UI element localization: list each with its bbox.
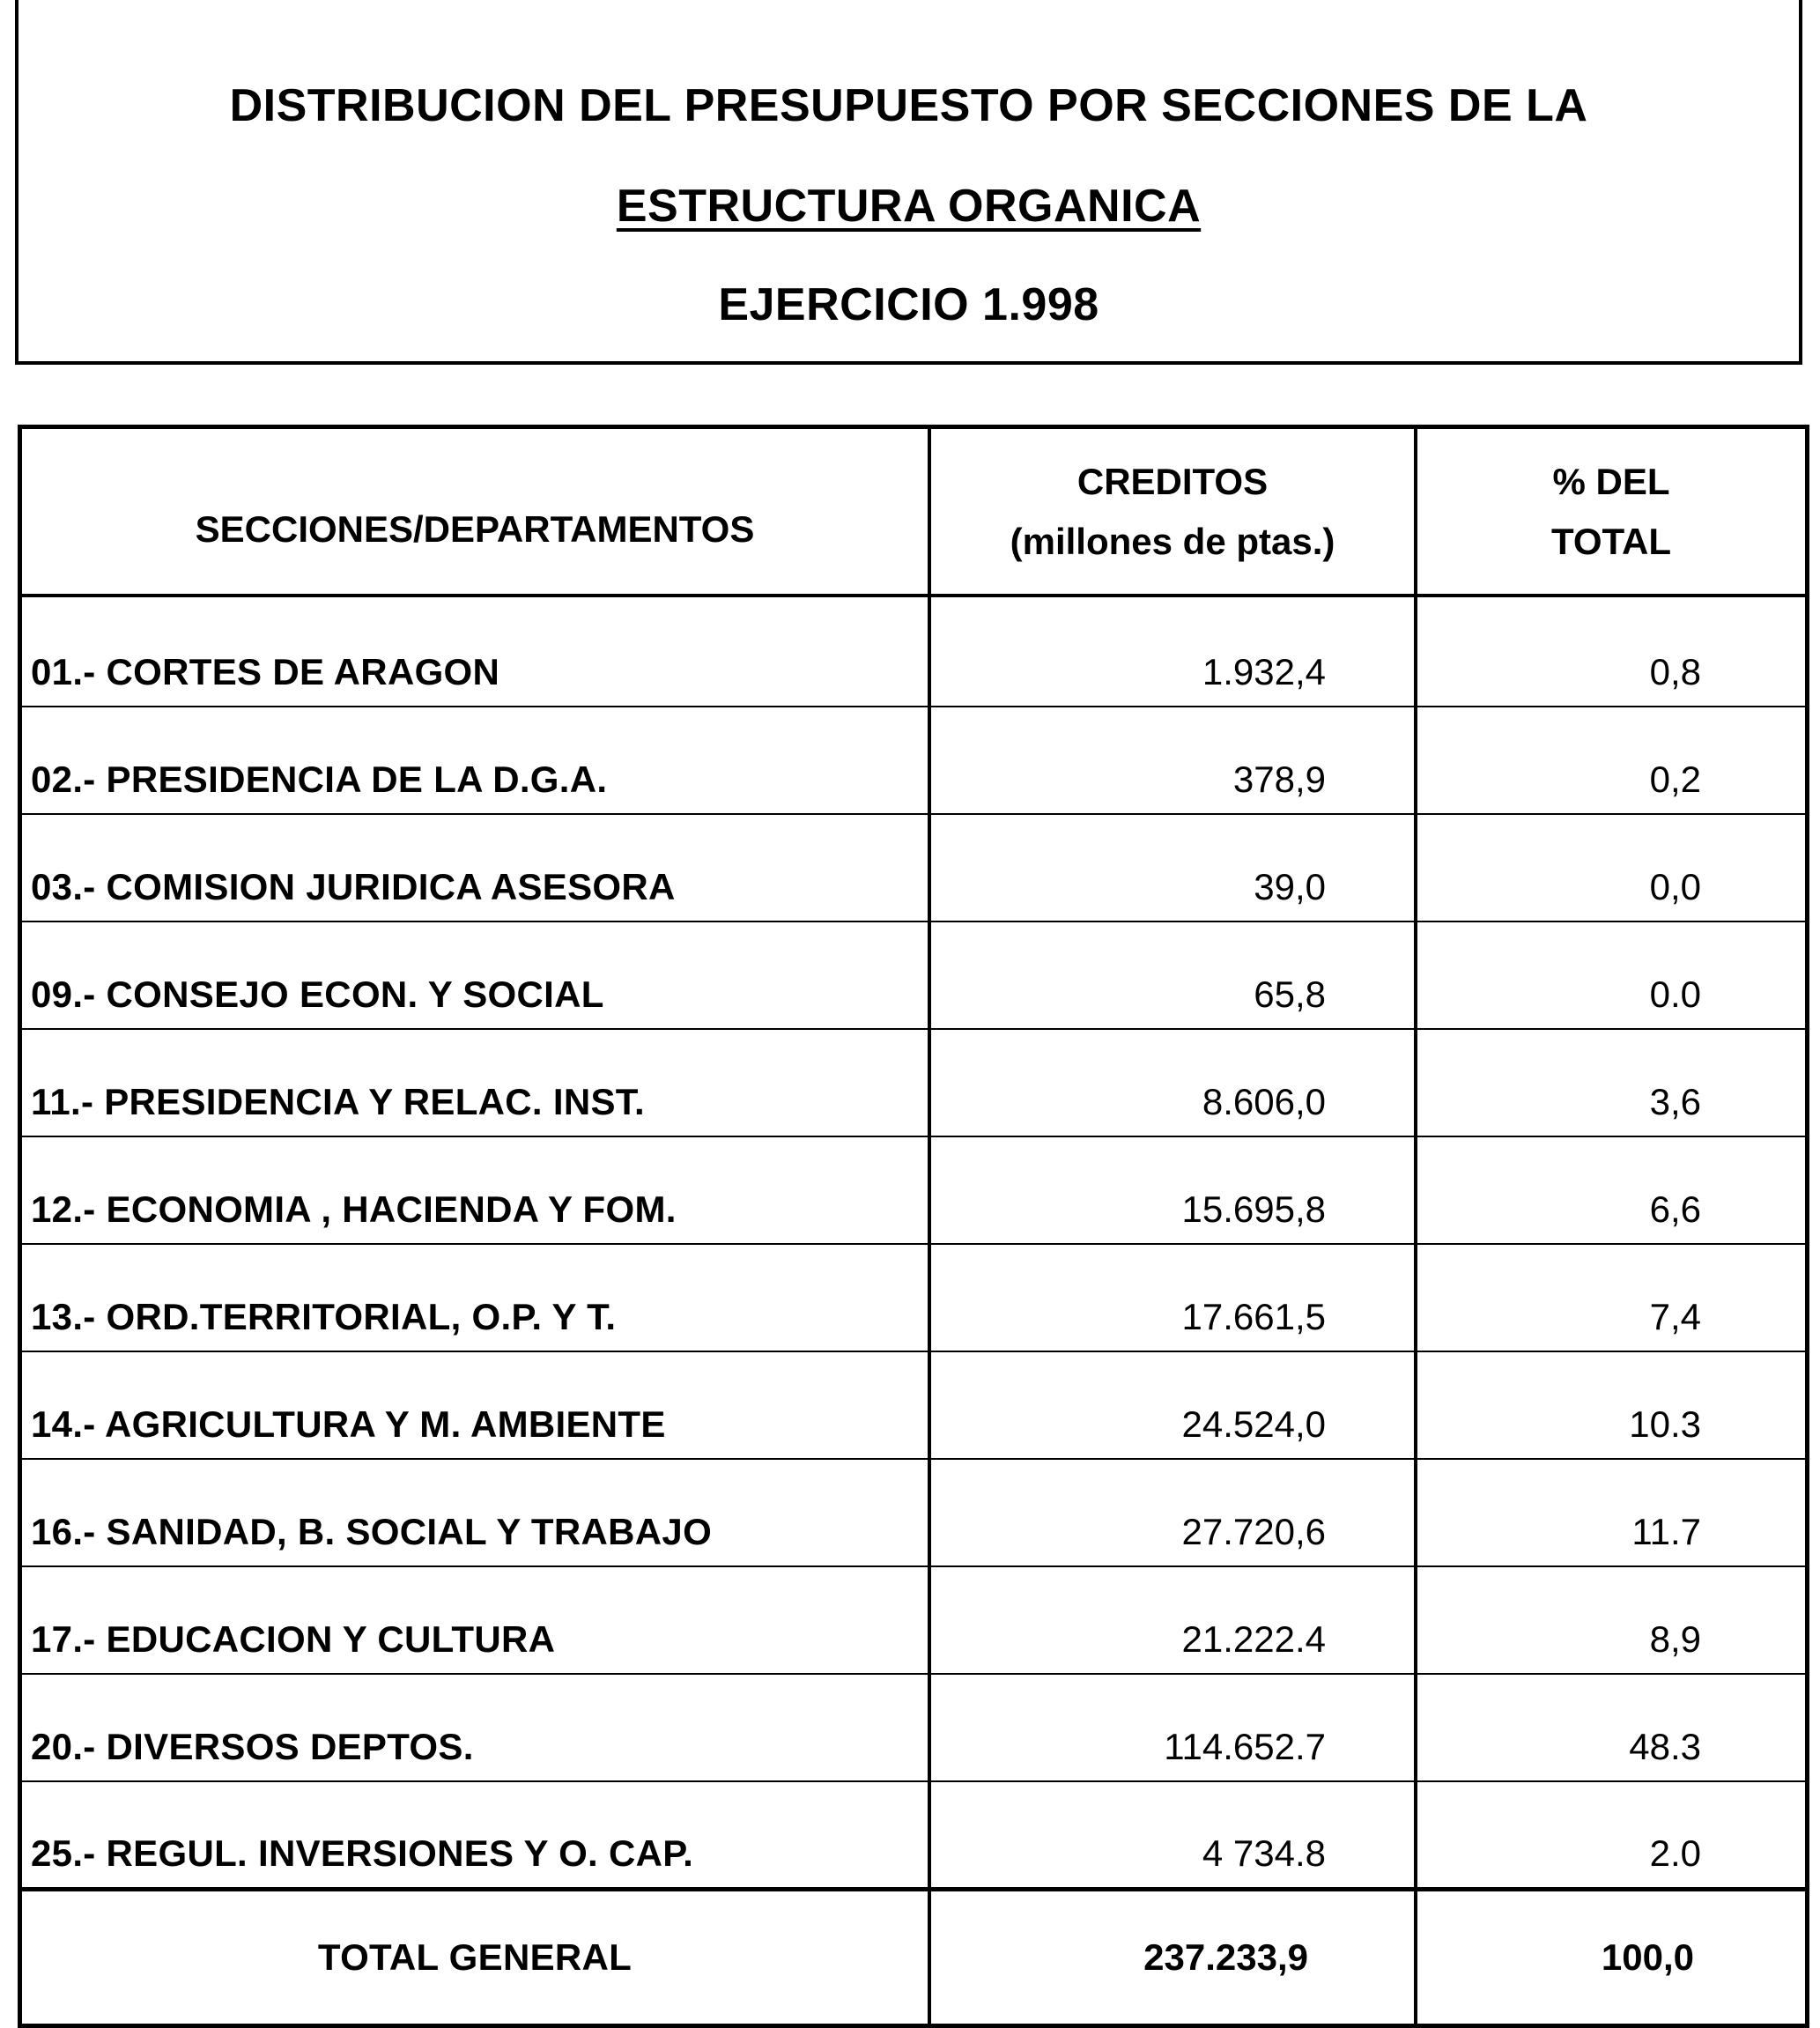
section-name: 11.- PRESIDENCIA Y RELAC. INST. bbox=[20, 1029, 930, 1136]
credits-value: 24.524,0 bbox=[929, 1351, 1416, 1459]
table-row bbox=[20, 1136, 1808, 1244]
table-row bbox=[20, 1566, 1808, 1674]
section-name: 03.- COMISION JURIDICA ASESORA bbox=[20, 814, 930, 921]
header-section: SECCIONES/DEPARTAMENTOS bbox=[20, 427, 930, 596]
budget-table bbox=[18, 425, 1809, 2028]
header-credits bbox=[929, 427, 1416, 596]
credits-value: 39,0 bbox=[929, 814, 1416, 921]
pct-value: 0,0 bbox=[1416, 814, 1808, 921]
title-box bbox=[15, 0, 1802, 365]
header-row bbox=[20, 427, 1808, 596]
section-name: 14.- AGRICULTURA Y M. AMBIENTE bbox=[20, 1351, 930, 1459]
total-row bbox=[20, 1889, 1808, 2025]
pct-value: 0,8 bbox=[1416, 596, 1808, 707]
total-credits: 237.233,9 bbox=[929, 1889, 1416, 2025]
table-row bbox=[20, 1459, 1808, 1566]
table-row bbox=[20, 707, 1808, 814]
table-row bbox=[20, 1781, 1808, 1889]
section-name: 12.- ECONOMIA , HACIENDA Y FOM. bbox=[20, 1136, 930, 1244]
section-name: 09.- CONSEJO ECON. Y SOCIAL bbox=[20, 921, 930, 1029]
credits-value: 378,9 bbox=[929, 707, 1416, 814]
credits-value: 15.695,8 bbox=[929, 1136, 1416, 1244]
pct-value: 10.3 bbox=[1416, 1351, 1808, 1459]
pct-value: 48.3 bbox=[1416, 1674, 1808, 1781]
credits-value: 1.932,4 bbox=[929, 596, 1416, 707]
table-row bbox=[20, 814, 1808, 921]
total-pct: 100,0 bbox=[1416, 1889, 1808, 2025]
table-row bbox=[20, 921, 1808, 1029]
credits-value: 17.661,5 bbox=[929, 1244, 1416, 1351]
section-name: 13.- ORD.TERRITORIAL, O.P. Y T. bbox=[20, 1244, 930, 1351]
pct-value: 11.7 bbox=[1416, 1459, 1808, 1566]
credits-value: 4 734.8 bbox=[929, 1781, 1416, 1889]
credits-value: 21.222.4 bbox=[929, 1566, 1416, 1674]
pct-value: 0,2 bbox=[1416, 707, 1808, 814]
header-credits-line1: CREDITOS bbox=[1076, 460, 1269, 502]
title-line-2 bbox=[18, 180, 1799, 233]
credits-value: 27.720,6 bbox=[929, 1459, 1416, 1566]
pct-value: 6,6 bbox=[1416, 1136, 1808, 1244]
table-row bbox=[20, 1351, 1808, 1459]
header-pct-line1: % DEL bbox=[1552, 460, 1670, 502]
title-line-2-text: ESTRUCTURA ORGANICA bbox=[616, 181, 1202, 232]
header-pct-line2: TOTAL bbox=[1550, 520, 1672, 562]
section-name: 02.- PRESIDENCIA DE LA D.G.A. bbox=[20, 707, 930, 814]
section-name: 01.- CORTES DE ARAGON bbox=[20, 596, 930, 707]
table-row bbox=[20, 1029, 1808, 1136]
header-pct bbox=[1416, 427, 1808, 596]
credits-value: 65,8 bbox=[929, 921, 1416, 1029]
table-row bbox=[20, 596, 1808, 707]
section-name: 25.- REGUL. INVERSIONES Y O. CAP. bbox=[20, 1781, 930, 1889]
credits-value: 114.652.7 bbox=[929, 1674, 1416, 1781]
pct-value: 2.0 bbox=[1416, 1781, 1808, 1889]
credits-value: 8.606,0 bbox=[929, 1029, 1416, 1136]
pct-value: 3,6 bbox=[1416, 1029, 1808, 1136]
section-name: 17.- EDUCACION Y CULTURA bbox=[20, 1566, 930, 1674]
title-line-3: EJERCICIO 1.998 bbox=[718, 279, 1099, 330]
total-label: TOTAL GENERAL bbox=[20, 1889, 930, 2025]
pct-value: 7,4 bbox=[1416, 1244, 1808, 1351]
pct-value: 0.0 bbox=[1416, 921, 1808, 1029]
title-line-1: DISTRIBUCION DEL PRESUPUESTO POR SECCIONES DE LA bbox=[229, 80, 1588, 131]
pct-value: 8,9 bbox=[1416, 1566, 1808, 1674]
table-row bbox=[20, 1674, 1808, 1781]
section-name: 16.- SANIDAD, B. SOCIAL Y TRABAJO bbox=[20, 1459, 930, 1566]
section-name: 20.- DIVERSOS DEPTOS. bbox=[20, 1674, 930, 1781]
table-row bbox=[20, 1244, 1808, 1351]
header-credits-line2: (millones de ptas.) bbox=[1010, 520, 1335, 562]
